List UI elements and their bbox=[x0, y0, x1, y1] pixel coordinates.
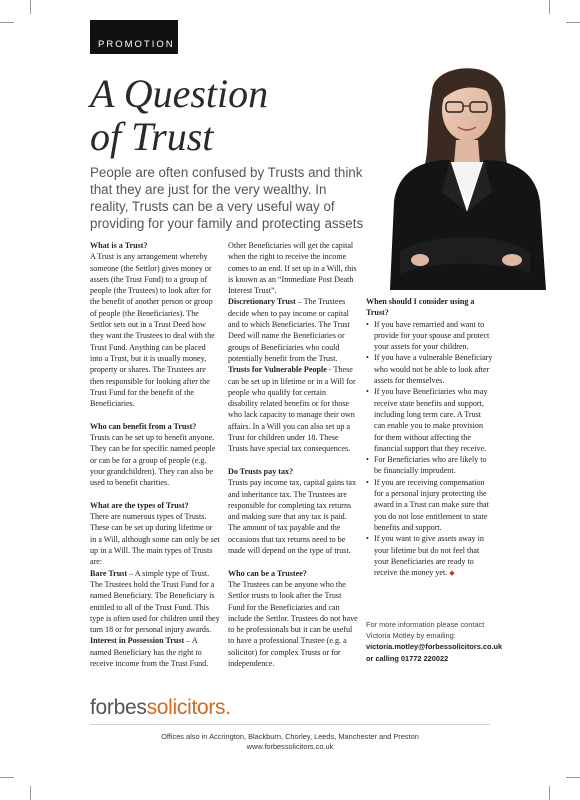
offices-text: Offices also in Accrington, Blackburn, Chorley, Leeds, Manchester and Preston bbox=[161, 732, 419, 741]
body-paragraph: Trusts can be set up to benefit anyone. They can be for specific named people or can be for a group of people (e.g. your grandchildren). They can also be used to benefit charities. bbox=[90, 433, 216, 488]
text-column-2 bbox=[228, 240, 358, 669]
term-text: - These can be set up in lifetime or in a Will for people who qualify for certain disability related benefits or for those who lack capacity to manage their own affairs. In a Will you can also set up a Trust for children under 18. These Trusts have special tax consequences. bbox=[228, 365, 356, 454]
reasons-list bbox=[366, 319, 494, 580]
body-paragraph: There are numerous types of Trusts. These can be set up during lifetime or in a Will, although some can only be set up in a Will. The main types of Trusts are: bbox=[90, 512, 220, 567]
section-heading: What is a Trust? bbox=[90, 241, 148, 250]
logo-part: solicitors. bbox=[146, 696, 231, 719]
section-heading: Who can benefit from a Trust? bbox=[90, 421, 197, 431]
list-item: • If you have remarried and want to provide for your spouse and protect your assets for your children. bbox=[366, 319, 494, 353]
hand bbox=[502, 254, 522, 266]
crop-mark bbox=[566, 22, 580, 23]
term-text: – A simple type of Trust. The Trustees hold the Trust Fund for a named Beneficiary. The Beneficiary is entitled to all of the Trust Fund. This type is often used for children until they turn 18 or for personal injury awards. bbox=[90, 568, 220, 635]
list-item: • For Beneficiaries who are likely to be financially imprudent. bbox=[366, 454, 494, 477]
title-line: of Trust bbox=[90, 114, 214, 159]
term-label: Discretionary Trust bbox=[228, 297, 296, 307]
term-label: Trusts for Vulnerable People bbox=[228, 365, 327, 375]
phone-number: or calling 01772 220022 bbox=[366, 653, 449, 663]
body-paragraph bbox=[90, 635, 220, 669]
page-title bbox=[90, 72, 350, 158]
section-heading: Do Trusts pay tax? bbox=[228, 466, 294, 476]
email-link[interactable]: victoria.motley@forbessolicitors.co.uk bbox=[366, 642, 503, 652]
section-heading: When should I consider using a Trust? bbox=[366, 297, 475, 318]
term-text: – The Trustees decide when to pay income or capital and to which Beneficiaries. The Trust Deed will name the Beneficiaries or groups of Beneficiaries who could potentially benefit from the Trust. bbox=[228, 297, 350, 363]
term-text: – A named Beneficiary has the right to receive income from the Trust Fund. bbox=[90, 636, 209, 668]
title-line: A Question bbox=[90, 71, 269, 116]
crop-mark bbox=[0, 777, 14, 778]
logo-part: forbes bbox=[90, 696, 147, 719]
body-paragraph bbox=[90, 568, 220, 636]
contact-text: Victoria Motley by emailing: bbox=[366, 631, 456, 641]
section-heading: Who can be a Trustee? bbox=[228, 568, 307, 578]
crop-mark bbox=[549, 786, 550, 800]
crop-mark bbox=[30, 786, 31, 800]
crop-mark bbox=[0, 22, 14, 23]
body-paragraph: A Trust is any arrangement whereby someone (the Settlor) gives money or assets (the Trust Fund) to a group of people (the Trustees) to look after for the benefit of another person or group of people (the Beneficiaries). The Settlor sets out in a Trust Deed how they want the Trustees to deal with the Trust Fund. Anything can be placed into a Trust, but it is usually money, property or shares. The Trustees are then responsible for looking after the Trust Fund for the benefit of the Beneficiaries. bbox=[90, 252, 215, 409]
text-column-1 bbox=[90, 240, 220, 669]
crop-mark bbox=[566, 777, 580, 778]
body-paragraph: The Trustees can be anyone who the Settlor trusts to look after the Trust Fund for the Beneficiaries and can include the Settlor. Trustees do not have to be professionals but it can be useful to have a professional Trustee (e.g. a solicitor) for complex Trusts or for independence. bbox=[228, 579, 358, 668]
footer-divider bbox=[90, 724, 490, 725]
portrait-photo bbox=[380, 52, 550, 290]
body-paragraph: Trusts pay income tax, capital gains tax and inheritance tax. The Trustees are responsible for completing tax returns and making sure that any tax is paid. The amount of tax payable and the occasions that tax returns need to be made will depend on the type of trust. bbox=[228, 478, 357, 556]
hand bbox=[411, 254, 429, 266]
footer bbox=[90, 732, 490, 752]
list-item bbox=[366, 533, 494, 579]
body-paragraph: Other Beneficiaries will get the capital when the right to receive the income comes to an end. If set up in a Will, this is known as an “Immediate Post Death Interest Trust”. bbox=[228, 241, 357, 296]
list-item: • If you are receiving compensation for a personal injury protecting the award in a Trust can make sure that you do not lose entitlement to state benefits and support. bbox=[366, 477, 494, 533]
list-item: • If you have Beneficiaries who may receive state benefits and support, including long term care. A Trust can enable you to make provision for them without affecting the financial support that they receive. bbox=[366, 386, 494, 454]
term-label: Bare Trust bbox=[90, 568, 128, 578]
end-mark-icon: ◆ bbox=[449, 569, 455, 578]
neck bbox=[454, 140, 480, 164]
crop-mark bbox=[549, 0, 550, 14]
forbes-solicitors-logo bbox=[90, 696, 231, 720]
body-paragraph bbox=[228, 364, 358, 454]
body-paragraph bbox=[228, 296, 358, 364]
list-item-text: If you want to give assets away in your lifetime but do not feel that your Beneficiaries are ready to receive the money yet. bbox=[374, 534, 484, 578]
text-column-3 bbox=[366, 296, 494, 579]
crop-mark bbox=[30, 0, 31, 14]
lead-paragraph: People are often confused by Trusts and think that they are just for the very wealthy. In reality, Trusts can be a very useful way of providing for your family and protecting assets bbox=[90, 165, 364, 231]
contact-text: For more information please contact bbox=[366, 620, 485, 629]
website-link[interactable]: www.forbessolicitors.co.uk bbox=[246, 742, 334, 751]
term-label: Interest in Possession Trust bbox=[90, 636, 185, 646]
contact-block bbox=[366, 619, 506, 664]
promotion-label: PROMOTION bbox=[90, 20, 178, 54]
section-heading: What are the types of Trust? bbox=[90, 500, 189, 510]
list-item: • If you have a vulnerable Beneficiary who would not be able to look after assets for themselves. bbox=[366, 352, 494, 386]
